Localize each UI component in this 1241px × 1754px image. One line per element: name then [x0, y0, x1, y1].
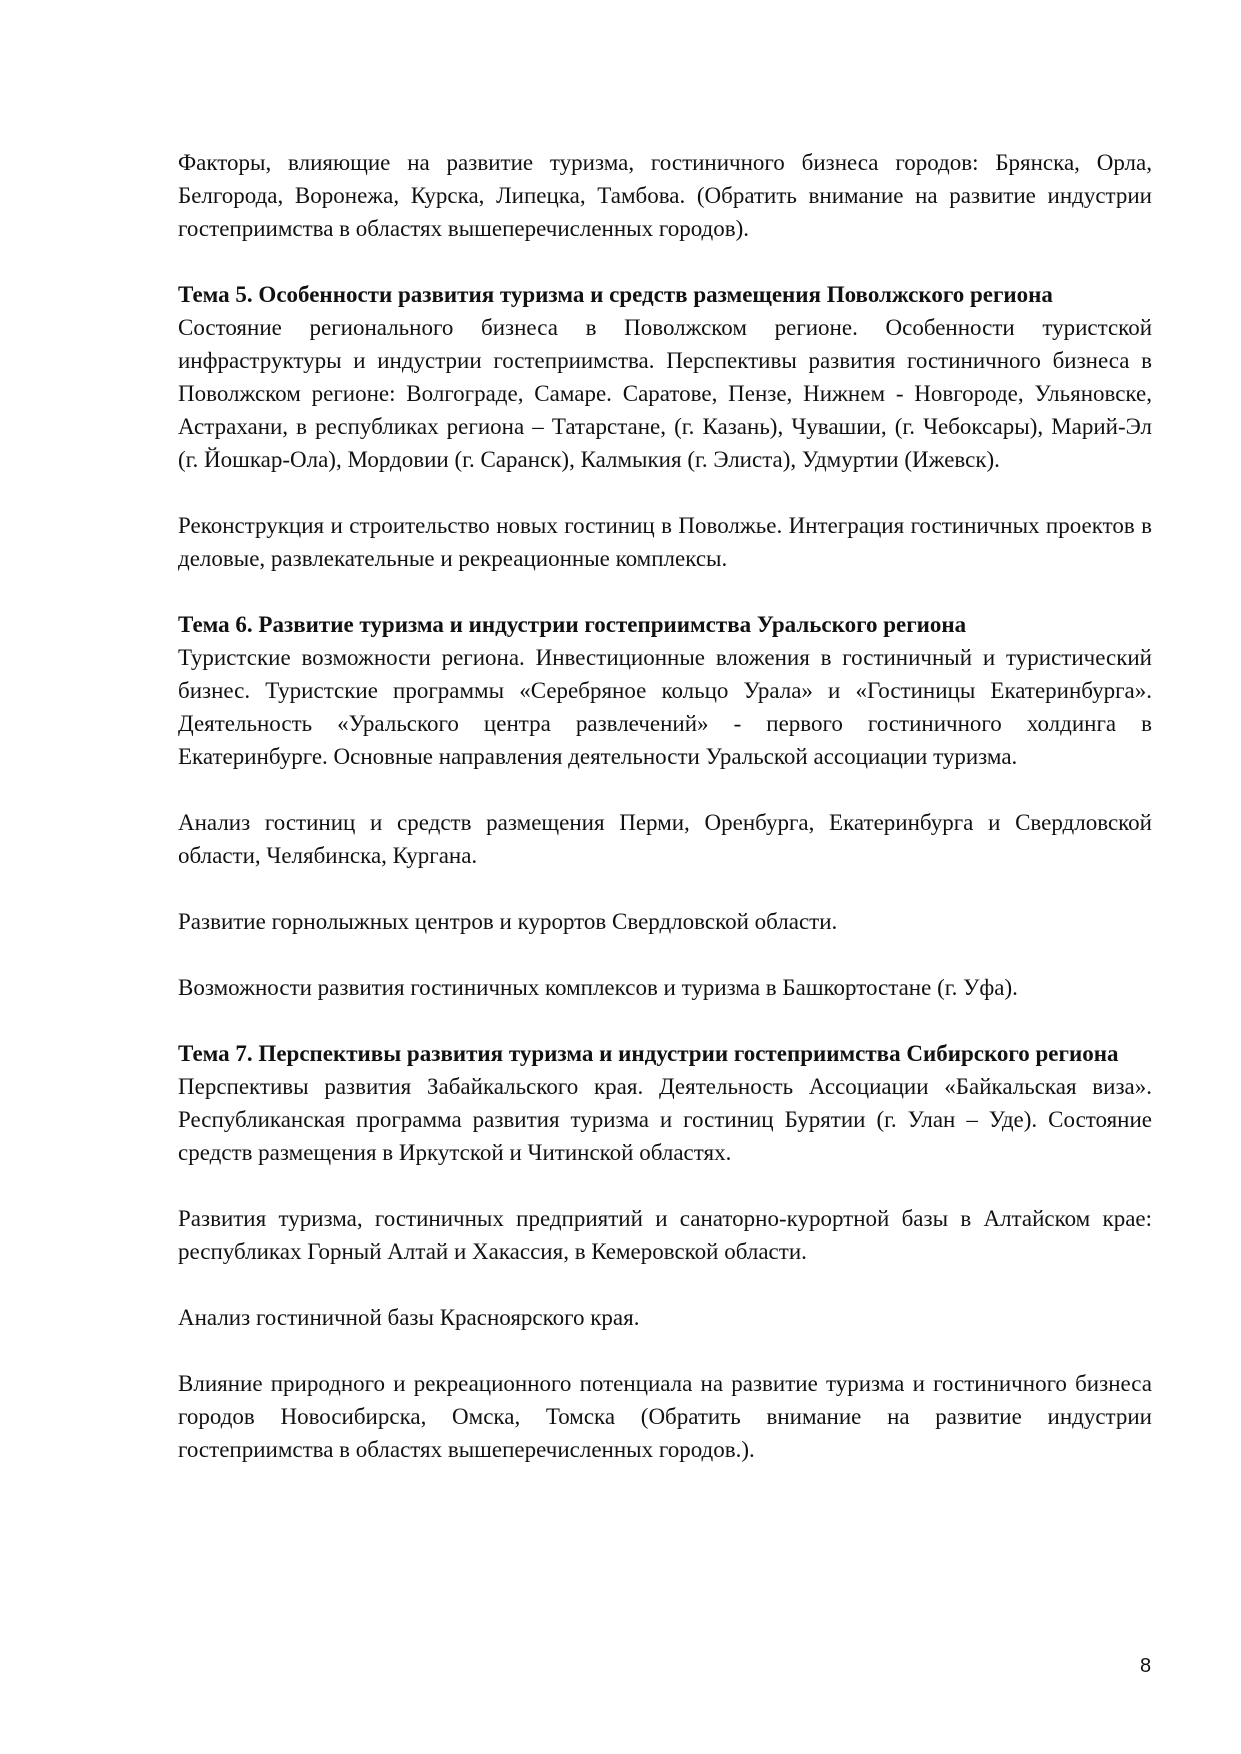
- topic-6-paragraph-4: Возможности развития гостиничных комплексов и туризма в Башкортостане (г. Уфа).: [178, 975, 1018, 1000]
- topic-7-heading: Тема 7. Перспективы развития туризма и индустрии гостеприимства Сибирского региона: [178, 1041, 1119, 1066]
- topic-7-paragraph-4: Влияние природного и рекреационного потенциала на развитие туризма и гостиничного бизнеса городов Новосибирска, Омска, Томска (Обратить внимание на развитие индустрии гостеприимства в областях вышеперечисленных городов.).: [178, 1371, 1152, 1462]
- paragraph-spacer: [178, 872, 1152, 905]
- topic-7-paragraph-3: Анализ гостиничной базы Красноярского края.: [178, 1305, 640, 1330]
- paragraph-spacer: [178, 245, 1152, 278]
- intro-paragraph: Факторы, влияющие на развитие туризма, гостиничного бизнеса городов: Брянска, Орла, Белгорода, Воронежа, Курска, Липецка, Тамбова. (Обратить внимание на развитие индустрии гостеприимства в областях вышеперечисленных городов).: [178, 150, 1152, 241]
- topic-7-paragraph-1: Перспективы развития Забайкальского края. Деятельность Ассоциации «Байкальская виза». Республиканская программа развития туризма и гостиниц Бурятии (г. Улан – Уде). Состояние средств размещения в Иркутской и Читинской областях.: [178, 1074, 1152, 1165]
- topic-6-paragraph-3: Развитие горнолыжных центров и курортов Свердловской области.: [178, 909, 838, 934]
- paragraph-spacer: [178, 938, 1152, 971]
- topic-7-paragraph-2: Развития туризма, гостиничных предприятий и санаторно-курортной базы в Алтайском крае: республиках Горный Алтай и Хакассия, в Кемеровской области.: [178, 1206, 1152, 1264]
- topic-6-heading: Тема 6. Развитие туризма и индустрии гостеприимства Уральского региона: [178, 612, 967, 637]
- paragraph-spacer: [178, 1004, 1152, 1037]
- paragraph-spacer: [178, 773, 1152, 806]
- topic-5-paragraph-1: Состояние регионального бизнеса в Поволжском регионе. Особенности туристской инфраструктуры и индустрии гостеприимства. Перспективы развития гостиничного бизнеса в Поволжском регионе: Волгограде, Самаре. Саратове, Пензе, Нижнем - Новгороде, Ульяновске, Астрахани, в республиках региона – Татарстане, (г. Казань), Чувашии, (г. Чебоксары), Марий-Эл (г. Йошкар-Ола), Мордовии (г. Саранск), Калмыкия (г. Элиста), Удмуртии (Ижевск).: [178, 315, 1152, 472]
- paragraph-spacer: [178, 1334, 1152, 1367]
- page-number: 8: [1140, 1655, 1152, 1677]
- paragraph-spacer: [178, 476, 1152, 509]
- topic-5-heading: Тема 5. Особенности развития туризма и средств размещения Поволжского региона: [178, 282, 1053, 307]
- topic-6-paragraph-1: Туристские возможности региона. Инвестиционные вложения в гостиничный и туристический бизнес. Туристские программы «Серебряное кольцо Урала» и «Гостиницы Екатеринбурга». Деятельность «Уральского центра развлечений» - первого гостиничного холдинга в Екатеринбурге. Основные направления деятельности Уральской ассоциации туризма.: [178, 645, 1152, 769]
- document-body: [178, 146, 1152, 1466]
- topic-5-paragraph-2: Реконструкция и строительство новых гостиниц в Поволжье. Интеграция гостиничных проектов в деловые, развлекательные и рекреационные комплексы.: [178, 513, 1152, 571]
- paragraph-spacer: [178, 1268, 1152, 1301]
- topic-6-paragraph-2: Анализ гостиниц и средств размещения Перми, Оренбурга, Екатеринбурга и Свердловской области, Челябинска, Кургана.: [178, 810, 1152, 868]
- paragraph-spacer: [178, 575, 1152, 608]
- paragraph-spacer: [178, 1169, 1152, 1202]
